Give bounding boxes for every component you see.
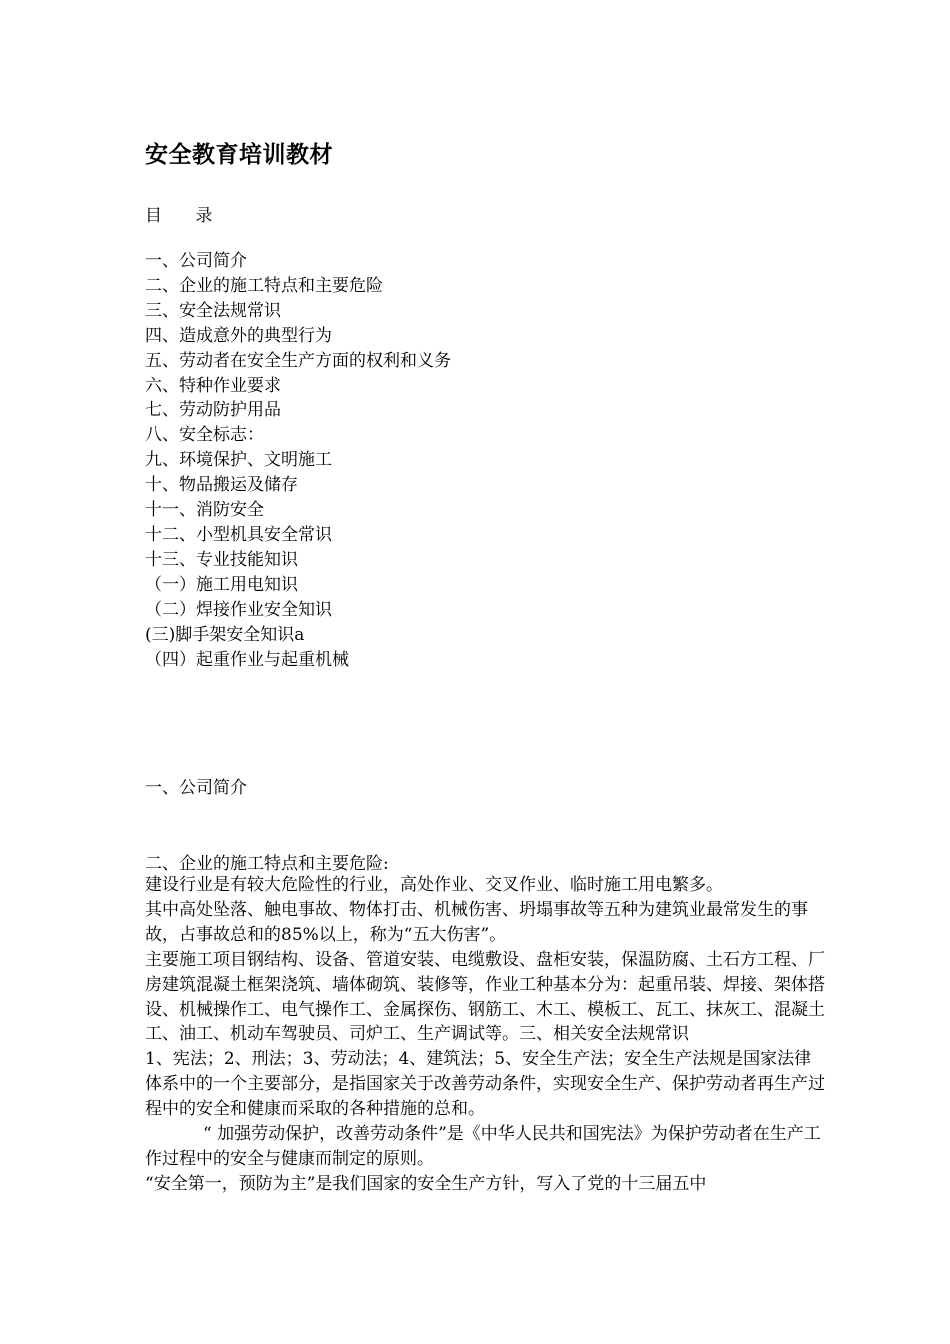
toc-item: 十三、专业技能知识 <box>145 549 298 570</box>
toc-item: 十、物品搬运及储存 <box>145 475 298 496</box>
toc-item: 五、劳动者在安全生产方面的权利和义务 <box>145 350 451 371</box>
toc-item: 七、劳动防护用品 <box>145 400 281 421</box>
paragraph: 其中高处坠落、触电事故、物体打击、机械伤害、坍塌事故等五种为建筑业最常发生的事故，占事故总和的85%以上，称为“五大伤害”。 <box>145 899 808 945</box>
toc-item: 一、公司简介 <box>145 251 247 271</box>
paragraph: 建设行业是有较大危险性的行业，高处作业、交叉作业、临时施工用电繁多。 <box>145 875 723 895</box>
paragraph: 主要施工项目钢结构、设备、管道安装、电缆敷设、盘柜安装，保温防腐、土石方工程、厂房建筑混凝土框架浇筑、墙体砌筑、装修等，作业工种基本分为：起重吊装、焊接、架体搭设、机械操作工、电气操作工、金属探伤、钢筋工、木工、模板工、瓦工、抹灰工、混凝土工、油工、机动车驾驶员、司炉工、生产调试等。三、相关安全法规常识 <box>145 949 825 1045</box>
body-text <box>145 873 825 1197</box>
toc-item: 六、特种作业要求 <box>145 375 281 396</box>
paragraph: “ 加强劳动保护，改善劳动条件”是《中华人民共和国宪法》为保护劳动者在生产工作过程中的安全与健康而制定的原则。 <box>145 1124 821 1169</box>
document-title: 安全教育培训教材 <box>145 142 333 168</box>
section-heading-construction-hazards: 二、企业的施工特点和主要危险: <box>145 854 389 874</box>
toc-item: （四）起重作业与起重机械 <box>145 649 349 670</box>
toc-item: 十二、小型机具安全常识 <box>145 524 332 545</box>
toc-heading: 目 录 <box>145 206 227 226</box>
table-of-contents <box>145 249 451 672</box>
toc-item: 四、造成意外的典型行为 <box>145 325 332 346</box>
toc-item: 八、安全标志： <box>145 425 264 446</box>
toc-item: （一）施工用电知识 <box>145 574 298 595</box>
paragraph: “安全第一，预防为主”是我们国家的安全生产方针，写入了党的十三届五中 <box>145 1173 707 1194</box>
toc-item: 十一、消防安全 <box>145 500 264 521</box>
toc-item: （二）焊接作业安全知识 <box>145 599 332 620</box>
toc-item: 九、环境保护、文明施工 <box>145 450 332 471</box>
section-heading-company-intro: 一、公司简介 <box>145 778 247 798</box>
toc-item: (三)脚手架安全知识a <box>145 624 305 645</box>
toc-item: 二、企业的施工特点和主要危险 <box>145 275 383 296</box>
toc-item: 三、安全法规常识 <box>145 300 281 321</box>
paragraph: 1、宪法；2、刑法；3、劳动法；4、建筑法；5、安全生产法；安全生产法规是国家法律体系中的一个主要部分，是指国家关于改善劳动条件，实现安全生产、保护劳动者再生产过程中的安全和健康而采取的各种措施的总和。 <box>145 1049 825 1120</box>
